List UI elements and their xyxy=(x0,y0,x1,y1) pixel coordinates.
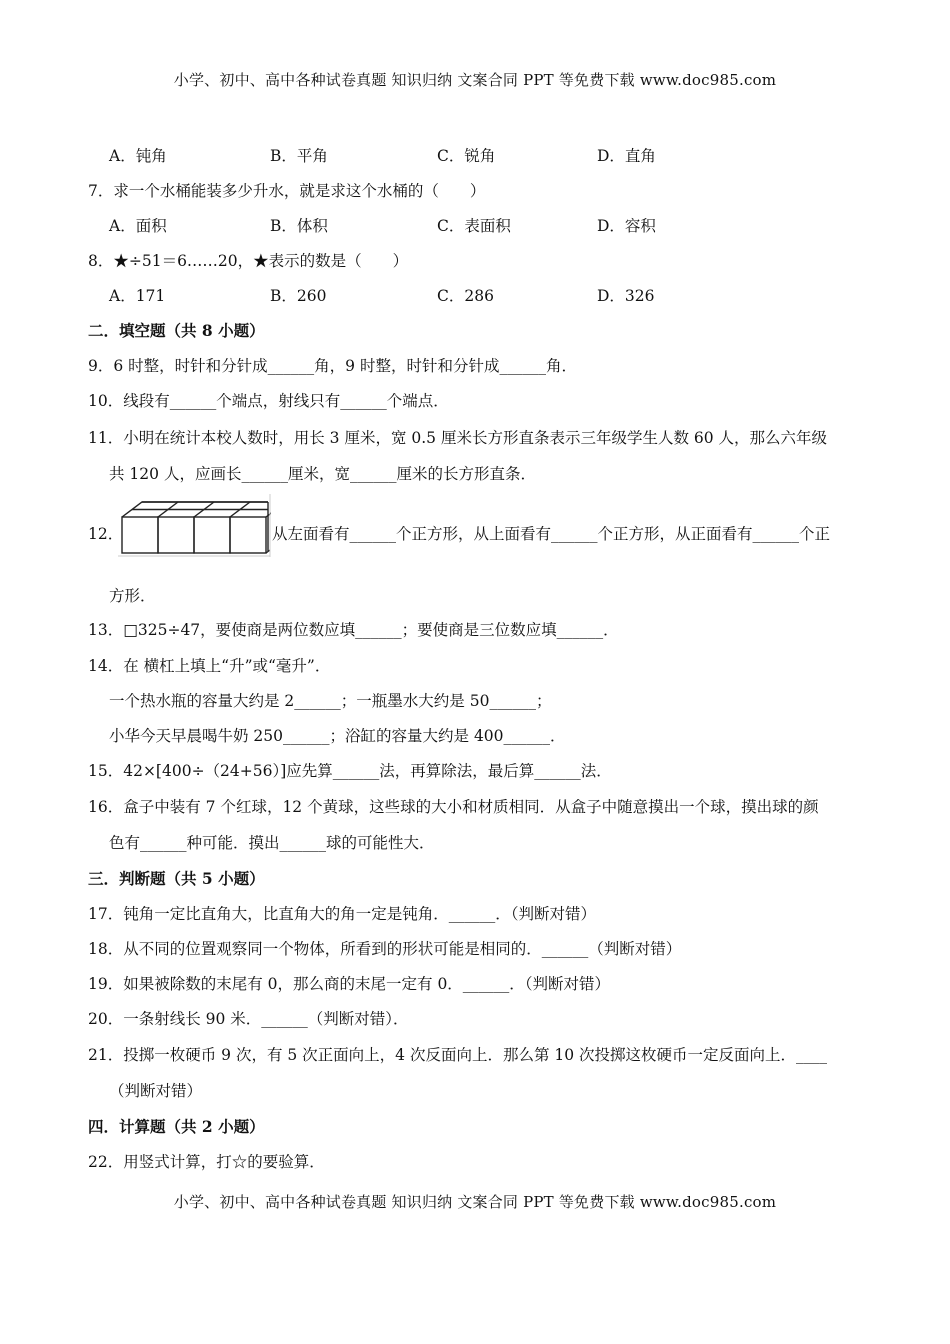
question-7: 7．求一个水桶能装多少升水，就是求这个水桶的（ ） xyxy=(88,182,486,200)
question-22: 22．用竖式计算，打☆的要验算． xyxy=(88,1153,325,1171)
section-2-heading: 二．填空题（共 8 小题） xyxy=(88,321,265,340)
page-footer: 小学、初中、高中各种试卷真题 知识归纳 文案合同 PPT 等免费下载 www.doc985.com xyxy=(173,1193,777,1211)
question-18: 18．从不同的位置观察同一个物体，所看到的形状可能是相同的．______（判断对错） xyxy=(88,940,682,958)
question-20: 20．一条射线长 90 米．______（判断对错）． xyxy=(88,1010,409,1028)
question-16-line-1: 16．盒子中装有 7 个红球，12 个黄球，这些球的大小和材质相同．从盒子中随意摸出一个球，摸出球的颜 xyxy=(88,798,819,816)
q8-option-c: C．286 xyxy=(437,287,494,305)
question-12-text: 从左面看有______个正方形，从上面看有______个正方形，从正面看有______个正 xyxy=(272,525,831,543)
question-11-line-2: 共 120 人，应画长______厘米，宽______厘米的长方形直条． xyxy=(109,465,536,483)
q7-option-d: D．容积 xyxy=(597,217,656,235)
question-14: 14．在 横杠上填上“升”或“毫升”． xyxy=(88,657,331,675)
question-12-line-2: 方形． xyxy=(109,587,156,605)
section-4-heading: 四．计算题（共 2 小题） xyxy=(88,1117,265,1136)
q6-option-b: B．平角 xyxy=(270,147,328,165)
q7-option-b: B．体积 xyxy=(270,217,328,235)
question-16-line-2: 色有______种可能．摸出______球的可能性大． xyxy=(109,834,435,852)
question-14-line-2: 小华今天早晨喝牛奶 250______；浴缸的容量大约是 400______． xyxy=(109,727,566,745)
question-9: 9．6 时整，时针和分针成______角，9 时整，时针和分针成______角． xyxy=(88,357,577,375)
question-15: 15．42×[400÷（24+56）]应先算______法，再算除法，最后算______法． xyxy=(88,762,612,780)
question-21-line-2: （判断对错） xyxy=(109,1082,203,1100)
question-19: 19．如果被除数的末尾有 0，那么商的末尾一定有 0．______．（判断对错） xyxy=(88,975,611,993)
cube-stack-figure xyxy=(118,494,271,557)
q7-option-c: C．表面积 xyxy=(437,217,511,235)
cube-front-3 xyxy=(194,517,230,553)
q7-option-a: A．面积 xyxy=(109,217,167,235)
cube-front-1 xyxy=(122,517,158,553)
question-13: 13．□325÷47，要使商是两位数应填______；要使商是三位数应填______． xyxy=(88,621,619,639)
q6-option-c: C．锐角 xyxy=(437,147,496,165)
section-3-heading: 三．判断题（共 5 小题） xyxy=(88,869,265,888)
cube-front-2 xyxy=(158,517,194,553)
q6-option-d: D．直角 xyxy=(597,147,656,165)
q6-option-a: A．钝角 xyxy=(109,147,167,165)
q8-option-a: A．171 xyxy=(109,287,166,305)
q8-option-d: D．326 xyxy=(597,287,655,305)
q8-option-b: B．260 xyxy=(270,287,327,305)
cube-front-4 xyxy=(230,517,266,553)
question-8: 8．★÷51＝6……20，★表示的数是（ ） xyxy=(88,252,409,270)
question-14-line-1: 一个热水瓶的容量大约是 2______；一瓶墨水大约是 50______； xyxy=(109,692,552,710)
question-12-number: 12． xyxy=(88,525,124,543)
question-11-line-1: 11．小明在统计本校人数时，用长 3 厘米，宽 0.5 厘米长方形直条表示三年级学生人数 60 人，那么六年级 xyxy=(88,429,828,447)
question-17: 17．钝角一定比直角大，比直角大的角一定是钝角．______．（判断对错） xyxy=(88,905,596,923)
page-header: 小学、初中、高中各种试卷真题 知识归纳 文案合同 PPT 等免费下载 www.doc985.com xyxy=(173,71,777,89)
question-21-line-1: 21．投掷一枚硬币 9 次，有 5 次正面向上，4 次反面向上．那么第 10 次投掷这枚硬币一定反面向上．____ xyxy=(88,1046,828,1064)
question-10: 10．线段有______个端点，射线只有______个端点． xyxy=(88,392,449,410)
